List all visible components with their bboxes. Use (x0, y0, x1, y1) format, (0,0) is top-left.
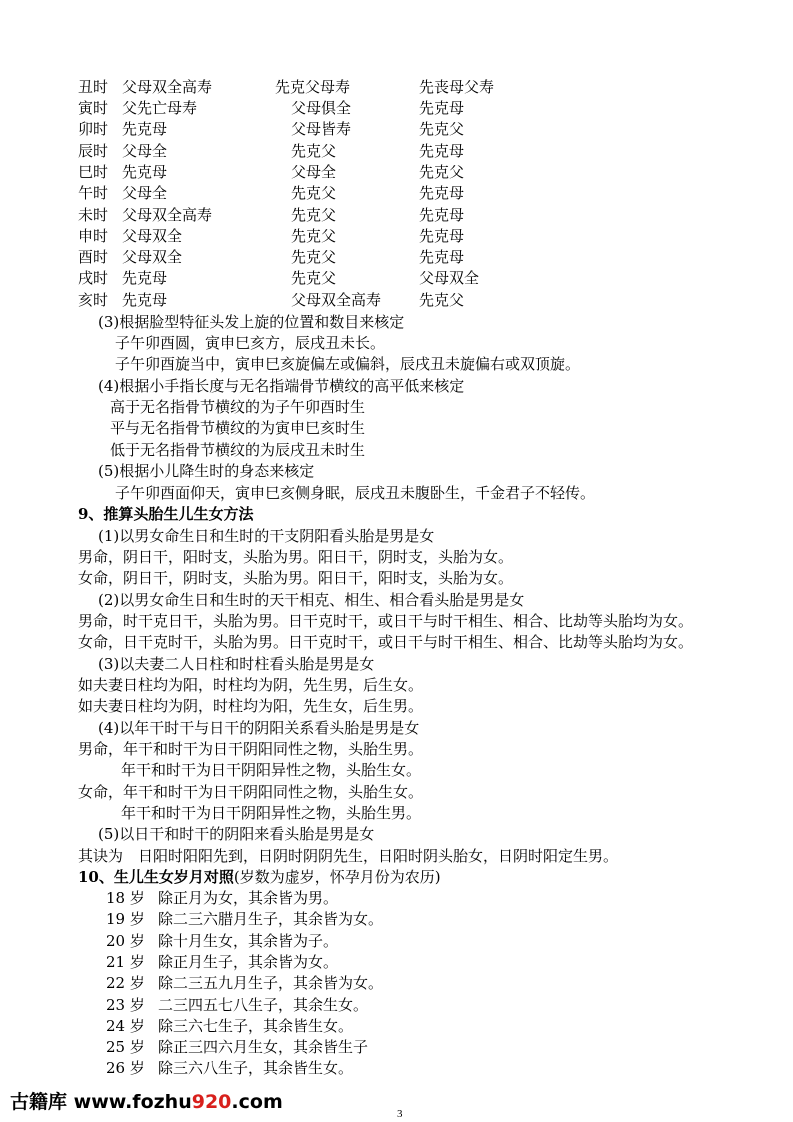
paragraph: 年干和时干为日干阴阳异性之物，头胎生女。 (121, 761, 422, 779)
paragraph: 年干和时干为日干阴阳异性之物，头胎生男。 (121, 804, 422, 822)
method-heading: (2)以男女命生日和生时的天干相克、相生、相合看头胎是男是女 (98, 591, 525, 609)
age-text: 除正月生子，其余皆为女。 (158, 953, 339, 971)
cell: 先克父 (291, 142, 337, 160)
cell: 先丧母父寿 (419, 78, 495, 96)
footer-watermark (10, 1087, 283, 1114)
paragraph: 子午卯酉面仰天，寅申巳亥侧身眠，辰戌丑未腹卧生，千金君子不轻传。 (115, 484, 596, 502)
hour-label: 寅时 (78, 99, 109, 117)
method-heading: (5)以日干和时干的阴阳来看头胎是男是女 (98, 825, 375, 843)
section-note: (岁数为虚岁，怀孕月份为农历) (233, 868, 441, 886)
table-row (78, 141, 778, 162)
paragraph: 男命，年干和时干为日干阴阳同性之物，头胎生男。 (78, 740, 424, 758)
cell: 先克母 (122, 120, 168, 138)
paragraph: 高于无名指骨节横纹的为子午卯酉时生 (110, 398, 366, 416)
paragraph: 女命，日干克时干，头胎为男。日干克时干，或日干与时干相生、相合、比劫等头胎均为女。 (78, 633, 694, 651)
age-label: 25 岁 (106, 1038, 145, 1056)
hour-label: 酉时 (78, 248, 109, 266)
cell: 先克父母寿 (275, 78, 351, 96)
method-heading: (4)根据小手指长度与无名指端骨节横纹的高平低来核定 (98, 377, 465, 395)
age-text: 除三六八生子，其余皆生女。 (158, 1059, 354, 1077)
cell: 先克父 (291, 206, 337, 224)
cell: 先克母 (122, 291, 168, 309)
site-url-b: 920 (191, 1091, 232, 1113)
age-row (106, 952, 506, 973)
paragraph: 男命，时干克日干，头胎为男。日干克时干，或日干与时干相生、相合、比劫等头胎均为女。 (78, 612, 694, 630)
paragraph: 子午卯酉圆，寅申巳亥方，辰戌丑未长。 (115, 334, 386, 352)
age-row (106, 1058, 506, 1079)
age-label: 18 岁 (106, 889, 145, 907)
cell: 先克父 (291, 269, 337, 287)
age-row (106, 1016, 506, 1037)
cell: 先克父 (291, 184, 337, 202)
table-row (78, 98, 778, 119)
paragraph: 其诀为 日阳时阳阳先到，日阴时阴阴先生，日阳时阴头胎女，日阴时阳定生男。 (78, 847, 619, 865)
paragraph: 男命，阴日干，阳时支，头胎为男。阳日干，阴时支，头胎为女。 (78, 548, 514, 566)
method-heading: (5)根据小儿降生时的身态来核定 (98, 462, 315, 480)
age-row (106, 888, 506, 909)
age-text: 除正月为女，其余皆为男。 (158, 889, 339, 907)
hour-label: 申时 (78, 227, 109, 245)
hour-label: 戌时 (78, 269, 109, 287)
cell: 先克母 (122, 163, 168, 181)
age-text: 除二三五九月生子，其余皆为女。 (158, 974, 384, 992)
cell: 先克母 (419, 99, 465, 117)
cell: 先克父 (291, 248, 337, 266)
age-text: 除十月生女，其余皆为子。 (158, 932, 339, 950)
cell: 父先亡母寿 (122, 99, 198, 117)
paragraph: 子午卯酉旋当中，寅申巳亥旋偏左或偏斜，辰戌丑未旋偏右或双顶旋。 (115, 355, 581, 373)
method-heading: (3)根据脸型特征头发上旋的位置和数目来核定 (98, 313, 405, 331)
section-heading: 10、生儿生女岁月对照 (78, 868, 234, 886)
cell: 先克父 (419, 120, 465, 138)
cell: 先克母 (419, 248, 465, 266)
method-heading: (4)以年干时干与日干的阴阳关系看头胎是男是女 (98, 719, 420, 737)
method-heading: (3)以夫妻二人日柱和时柱看头胎是男是女 (98, 655, 375, 673)
cell: 先克母 (122, 269, 168, 287)
paragraph: 低于无名指骨节横纹的为辰戌丑未时生 (110, 441, 366, 459)
method-heading: (1)以男女命生日和生时的干支阴阳看头胎是男是女 (98, 527, 435, 545)
age-label: 23 岁 (106, 996, 145, 1014)
cell: 父母双全高寿 (291, 291, 382, 309)
cell: 先克母 (419, 206, 465, 224)
cell: 先克父 (291, 227, 337, 245)
age-label: 22 岁 (106, 974, 145, 992)
paragraph: 女命，阴日干，阴时支，头胎为男。阳日干，阳时支，头胎为女。 (78, 569, 514, 587)
age-text: 除正三四六月生女，其余皆生子 (158, 1038, 369, 1056)
age-text: 除三六七生子，其余皆生女。 (158, 1017, 354, 1035)
age-row (106, 931, 506, 952)
cell: 父母双全高寿 (122, 78, 213, 96)
table-row (78, 226, 778, 247)
age-row (106, 909, 506, 930)
brand-name: 古籍库 (10, 1091, 68, 1113)
cell: 父母全 (122, 142, 168, 160)
cell: 先克父 (419, 291, 465, 309)
page-number: 3 (397, 1108, 403, 1120)
cell: 父母双全高寿 (122, 206, 213, 224)
table-row (78, 77, 778, 98)
age-row (106, 1037, 506, 1058)
cell: 先克母 (419, 142, 465, 160)
cell: 先克母 (419, 184, 465, 202)
age-label: 19 岁 (106, 910, 145, 928)
age-row (106, 973, 506, 994)
table-row (78, 290, 778, 311)
cell: 先克父 (419, 163, 465, 181)
table-row (78, 268, 778, 289)
table-row (78, 162, 778, 183)
age-label: 26 岁 (106, 1059, 145, 1077)
table-row (78, 205, 778, 226)
cell: 父母皆寿 (291, 120, 352, 138)
hour-label: 亥时 (78, 291, 109, 309)
table-row (78, 119, 778, 140)
hour-label: 午时 (78, 184, 109, 202)
age-row (106, 995, 506, 1016)
age-label: 24 岁 (106, 1017, 145, 1035)
hour-label: 卯时 (78, 120, 109, 138)
age-text: 二三四五七八生子，其余生女。 (158, 996, 369, 1014)
age-text: 除二三六腊月生子，其余皆为女。 (158, 910, 384, 928)
paragraph: 女命，年干和时干为日干阴阳同性之物，头胎生女。 (78, 783, 424, 801)
hour-label: 巳时 (78, 163, 109, 181)
paragraph: 平与无名指骨节横纹的为寅申巳亥时生 (110, 419, 366, 437)
paragraph: 如夫妻日柱均为阴，时柱均为阳，先生女，后生男。 (78, 697, 424, 715)
site-url-a: www.fozhu (73, 1091, 192, 1113)
hour-label: 丑时 (78, 78, 109, 96)
table-row (78, 247, 778, 268)
cell: 父母全 (122, 184, 168, 202)
hour-label: 辰时 (78, 142, 109, 160)
hour-label: 未时 (78, 206, 109, 224)
paragraph: 如夫妻日柱均为阳，时柱均为阴，先生男，后生女。 (78, 676, 424, 694)
section-heading: 9、推算头胎生儿生女方法 (78, 505, 254, 523)
cell: 父母俱全 (291, 99, 352, 117)
cell: 父母全 (291, 163, 337, 181)
site-url-c: .com (231, 1091, 283, 1113)
age-label: 20 岁 (106, 932, 145, 950)
cell: 父母双全 (122, 227, 183, 245)
table-row (78, 183, 778, 204)
section-heading-row (78, 867, 441, 888)
age-label: 21 岁 (106, 953, 145, 971)
cell: 先克母 (419, 227, 465, 245)
cell: 父母双全 (122, 248, 183, 266)
cell: 父母双全 (419, 269, 480, 287)
